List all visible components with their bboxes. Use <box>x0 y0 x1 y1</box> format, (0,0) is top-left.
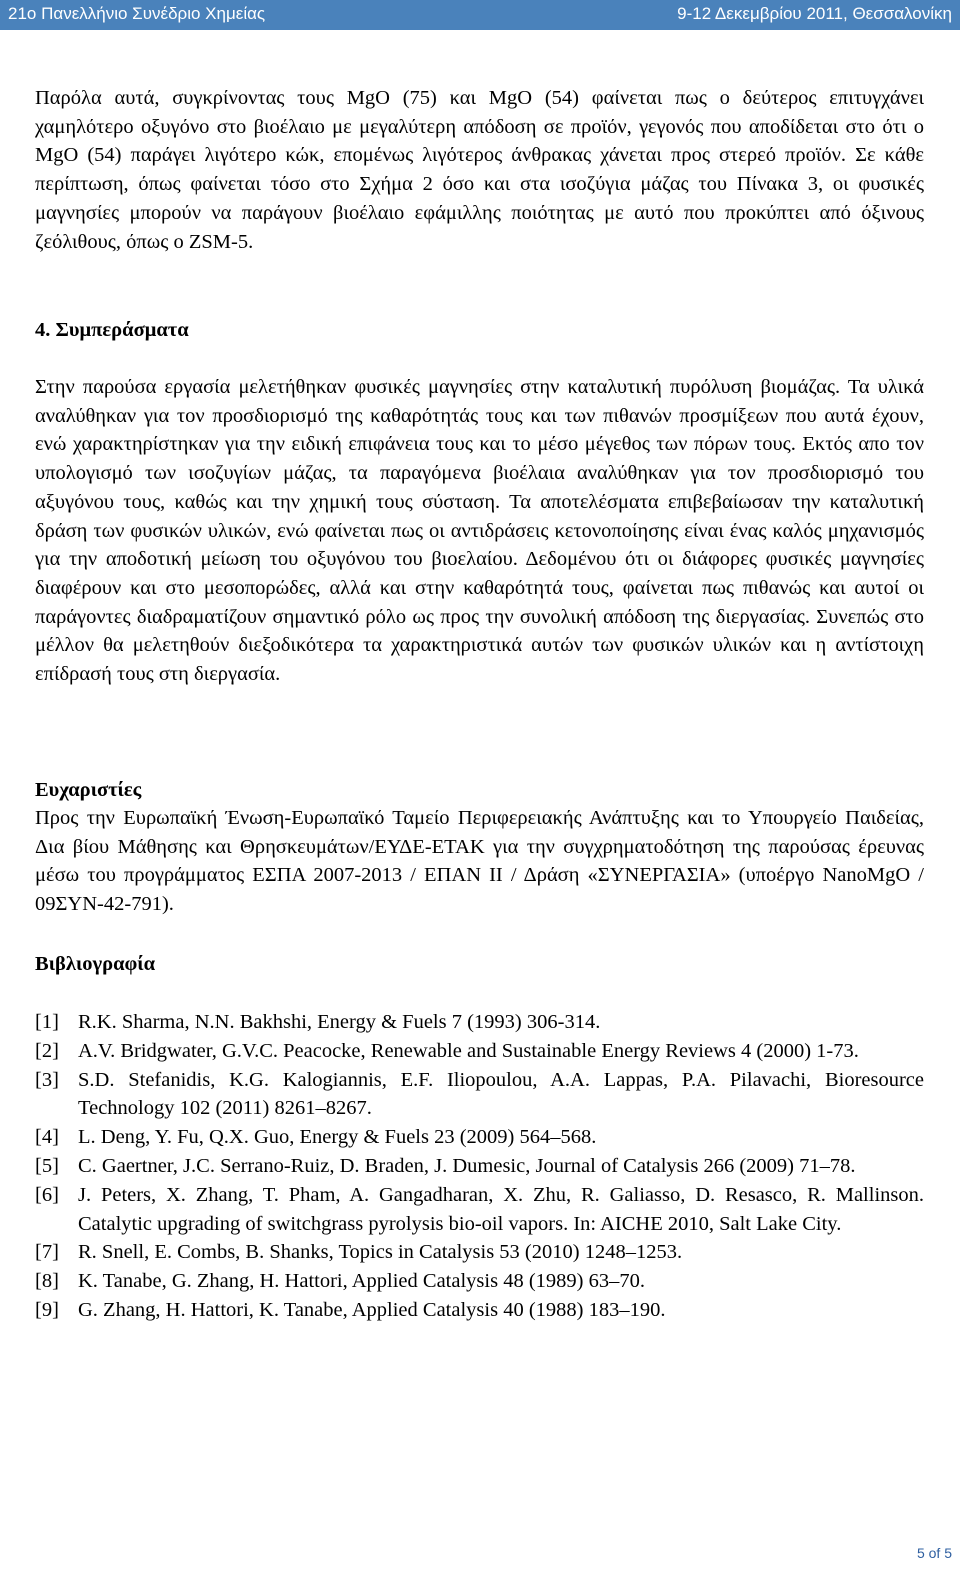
reference-text: L. Deng, Y. Fu, Q.X. Guo, Energy & Fuels 23 (2009) 564–568. <box>78 1126 597 1149</box>
reference-item <box>35 1296 924 1325</box>
reference-text: R.K. Sharma, N.N. Bakhshi, Energy & Fuels 7 (1993) 306-314. <box>78 1011 601 1033</box>
reference-number: [9] <box>35 1298 59 1321</box>
reference-number: [2] <box>35 1039 59 1062</box>
reference-item <box>35 1238 924 1267</box>
reference-text: G. Zhang, H. Hattori, K. Tanabe, Applied Catalysis 40 (1988) 183–190. <box>78 1298 666 1321</box>
conclusions-paragraph: Στην παρούσα εργασία μελετήθηκαν φυσικές μαγνησίες στην καταλυτική πυρόλυση βιομάζας. Τα υλικά αναλύθηκαν για τον προσδιορισμό της καθαρότητάς τους και των πιθανών προσμίξεων που αυτά έχουν, ενώ χαρακτηρίστηκαν για την ειδική επιφάνεια τους και το μέσο μέγεθος των πόρων τους. Εκτός απο τον υπολογισμό των ισοζυγίων μάζας, τα παραγόμενα βιοέλαια αναλύθηκαν για τον προσδιορισμό του αξυγόνου τους, καθώς και την χημική τους σύσταση. Τα αποτελέσματα επιβεβαίωσαν την καταλυτική δράση των φυσικών υλικών, ενώ φαίνεται πως οι αντιδράσεις κετονοποίησης είναι ένας καλός μηχανισμός για την αποδοτική μείωση του οξυγόνου του βιοελαίου. Δεδομένου ότι οι διάφορες φυσικές μαγνησίες διαφέρουν και στο μεσοπορώδες, αλλά και στην καθαρότητά τους, φαίνεται πως πιθανώς και αυτοί οι παράγοντες διαδραματίζουν σημαντικό ρόλο ως προς την συνολική απόδοση της διεργασίας. Συνεπώς στο μέλλον θα μελετηθούν διεξοδικότερα τα χαρακτηριστικά αυτών των φυσικών υλικών και η αντίστοιχη επίδρασή τους στη διεργασία. <box>35 376 924 686</box>
reference-text: C. Gaertner, J.C. Serrano-Ruiz, D. Braden, J. Dumesic, Journal of Catalysis 266 (2009) 71–78. <box>78 1154 856 1177</box>
reference-number: [3] <box>35 1068 59 1091</box>
references-heading: Βιβλιογραφία <box>35 953 156 975</box>
conclusions-heading: 4. Συμπεράσματα <box>35 319 189 341</box>
reference-text: J. Peters, X. Zhang, T. Pham, A. Gangadharan, X. Zhu, R. Galiasso, D. Resasco, R. Mallinson. Catalytic upgrading of switchgrass pyrolysis bio-oil vapors. In: AICHE 2010, Salt Lake City. <box>78 1183 924 1235</box>
reference-text: K. Tanabe, G. Zhang, H. Hattori, Applied Catalysis 48 (1989) 63–70. <box>78 1270 645 1293</box>
discussion-paragraph: Παρόλα αυτά, συγκρίνοντας τους MgO (75) και MgO (54) φαίνεται πως ο δεύτερος επιτυγχάνει χαμηλότερο οξυγόνο στο βιοέλαιο με μεγαλύτερη απόδοση σε προϊόν, γεγονός που αποδίδεται στο ότι ο MgO (54) παράγει λιγότερο κώκ, επομένως λιγότερος άνθρακας χάνεται προς στερεό προϊόν. Σε κάθε περίπτωση, όπως φαίνεται τόσο στο Σχήμα 2 όσο και στα ισοζύγια μάζας του Πίνακα 3, οι φυσικές μαγνησίες μπορούν να παράγουν βιοέλαιο εφάμιλλης ποιότητας με αυτό που προκύπτει από όξινους ζεόλιθους, όπως ο ZSM-5. <box>35 87 924 253</box>
conference-date-location: 9-12 Δεκεμβρίου 2011, Θεσσαλονίκη <box>677 4 952 23</box>
reference-item <box>35 1152 924 1181</box>
references-list <box>35 1008 924 1325</box>
reference-item <box>35 1037 924 1066</box>
reference-number: [4] <box>35 1126 59 1149</box>
reference-number: [8] <box>35 1270 59 1293</box>
reference-text: R. Snell, E. Combs, B. Shanks, Topics in Catalysis 53 (2010) 1248–1253. <box>78 1241 683 1264</box>
reference-item <box>35 1123 924 1152</box>
page-number: 5 of 5 <box>916 1545 952 1561</box>
reference-item <box>35 1267 924 1296</box>
reference-number: [6] <box>35 1183 59 1206</box>
reference-number: [1] <box>35 1011 59 1033</box>
reference-item <box>35 1181 924 1239</box>
reference-number: [5] <box>35 1154 59 1177</box>
acknowledgments-paragraph: Προς την Ευρωπαϊκή Ένωση-Ευρωπαϊκό Ταμείο Περιφερειακής Ανάπτυξης και το Υπουργείο Παιδείας, Δια βίου Μάθησης και Θρησκευμάτων/ΕΥΔΕ-ΕΤΑΚ για την συγχρηματοδότηση της παρούσας έρευνας μέσω του προγράμματος ΕΣΠΑ 2007-2013 / ΕΠΑΝ ΙΙ / Δράση «ΣΥΝΕΡΓΑΣΙΑ» (υποέργο NanoMgO / 09ΣΥΝ-42-791). <box>35 807 924 916</box>
conference-title: 21ο Πανελλήνιο Συνέδριο Χημείας <box>8 4 266 23</box>
reference-item <box>35 1008 924 1037</box>
reference-item <box>35 1066 924 1124</box>
reference-text: A.V. Bridgwater, G.V.C. Peacocke, Renewable and Sustainable Energy Reviews 4 (2000) 1-73. <box>78 1039 859 1062</box>
reference-text: S.D. Stefanidis, K.G. Kalogiannis, E.F. Iliopoulou, A.A. Lappas, P.A. Pilavachi, Bioresource Technology 102 (2011) 8261–8267. <box>78 1068 924 1120</box>
reference-number: [7] <box>35 1241 59 1264</box>
acknowledgments-heading: Ευχαριστίες <box>35 779 142 801</box>
running-header <box>0 0 960 30</box>
